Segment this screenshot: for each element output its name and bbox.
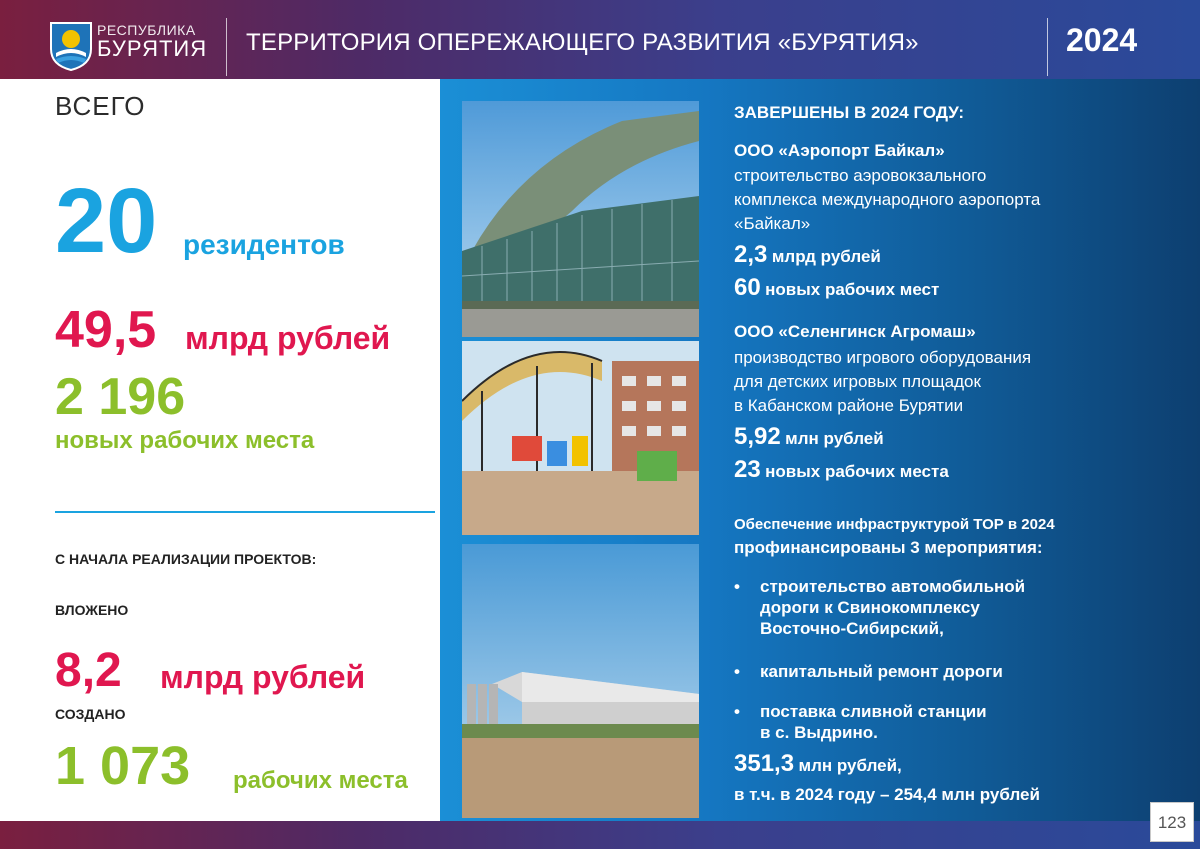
page-number: 123: [1150, 802, 1194, 842]
page-title: ТЕРРИТОРИЯ ОПЕРЕЖАЮЩЕГО РАЗВИТИЯ «БУРЯТИЯ»: [246, 29, 919, 56]
infra-total-detail: в т.ч. в 2024 году – 254,4 млн рублей: [734, 785, 1040, 804]
project-1-jobs-value: 60: [734, 274, 761, 301]
infra-total-unit: млн рублей,: [798, 756, 902, 775]
created-jobs-value: 1 073: [55, 736, 191, 796]
investment-unit: млрд рублей: [185, 320, 391, 356]
project-2-jobs-unit: новых рабочих места: [765, 462, 949, 481]
invested-value: 8,2: [55, 644, 122, 697]
infra-bullet-line: в с. Выдрино.: [760, 723, 878, 742]
project-1-cost: [734, 241, 881, 269]
bullet-dot-icon: •: [734, 577, 740, 596]
infra-heading-line-2: профинансированы 3 мероприятия:: [734, 538, 1043, 557]
infra-bullet-line: дороги к Свинокомплексу: [760, 598, 980, 617]
project-1-desc-line: строительство аэровокзального: [734, 166, 987, 185]
project-2-company: ООО «Селенгинск Агромаш»: [734, 322, 976, 341]
playground-photo: [462, 341, 699, 535]
infra-bullet-line: строительство автомобильной: [760, 577, 1026, 596]
projects-panel: [440, 79, 1200, 821]
residents-unit: резидентов: [183, 229, 345, 260]
residents-count: 20: [55, 170, 158, 272]
header-divider: [1047, 18, 1048, 76]
divider-line: [55, 511, 435, 513]
page-footer: [0, 821, 1200, 849]
invested-unit: млрд рублей: [160, 659, 366, 695]
project-2-desc-line: в Кабанском районе Бурятии: [734, 396, 964, 415]
completed-heading: ЗАВЕРШЕНЫ В 2024 ГОДУ:: [734, 103, 965, 122]
page-header: [0, 0, 1200, 79]
project-1-jobs-unit: новых рабочих мест: [765, 280, 940, 299]
project-2-jobs-value: 23: [734, 456, 761, 483]
header-year: 2024: [1066, 22, 1138, 58]
jobs-unit: новых рабочих места: [55, 427, 315, 454]
created-label: СОЗДАНО: [55, 706, 126, 722]
project-1-desc-line: «Байкал»: [734, 214, 811, 233]
project-1-desc-line: комплекса международного аэропорта: [734, 190, 1041, 209]
invested-label: ВЛОЖЕНО: [55, 602, 129, 618]
coat-of-arms-icon: [48, 19, 94, 71]
jobs-value: 2 196: [55, 368, 186, 426]
warehouse-photo: [462, 544, 699, 818]
project-1-cost-value: 2,3: [734, 241, 768, 268]
created-jobs-unit: рабочих места: [233, 767, 408, 794]
logo-text: [97, 22, 207, 60]
since-start-label: С НАЧАЛА РЕАЛИЗАЦИИ ПРОЕКТОВ:: [55, 551, 317, 567]
bullet-dot-icon: •: [734, 662, 740, 681]
infra-total: [734, 750, 902, 778]
logo-line-1: РЕСПУБЛИКА: [97, 22, 196, 38]
infra-total-value: 351,3: [734, 750, 795, 777]
project-1-company: ООО «Аэропорт Байкал»: [734, 141, 945, 160]
project-2-cost-value: 5,92: [734, 423, 781, 450]
project-1-cost-unit: млрд рублей: [771, 247, 881, 266]
header-divider: [226, 18, 227, 76]
infra-bullet-line: Восточно-Сибирский,: [760, 619, 944, 638]
infra-bullet-line: капитальный ремонт дороги: [760, 662, 1003, 681]
project-2-cost-unit: млн рублей: [785, 429, 884, 448]
project-2-jobs: [734, 456, 949, 484]
summary-column: [0, 79, 440, 821]
infra-heading-line-1: Обеспечение инфраструктурой ТОР в 2024: [734, 516, 1055, 533]
investment-value: 49,5: [55, 301, 157, 359]
logo-line-2: БУРЯТИЯ: [97, 36, 208, 61]
airport-photo: [462, 101, 699, 337]
infra-bullet-line: поставка сливной станции: [760, 702, 987, 721]
project-1-jobs: [734, 274, 939, 302]
project-2-desc-line: для детских игровых площадок: [734, 372, 981, 391]
bullet-dot-icon: •: [734, 702, 740, 721]
project-2-desc-line: производство игрового оборудования: [734, 348, 1032, 367]
total-label: ВСЕГО: [55, 91, 146, 121]
project-2-cost: [734, 423, 884, 451]
